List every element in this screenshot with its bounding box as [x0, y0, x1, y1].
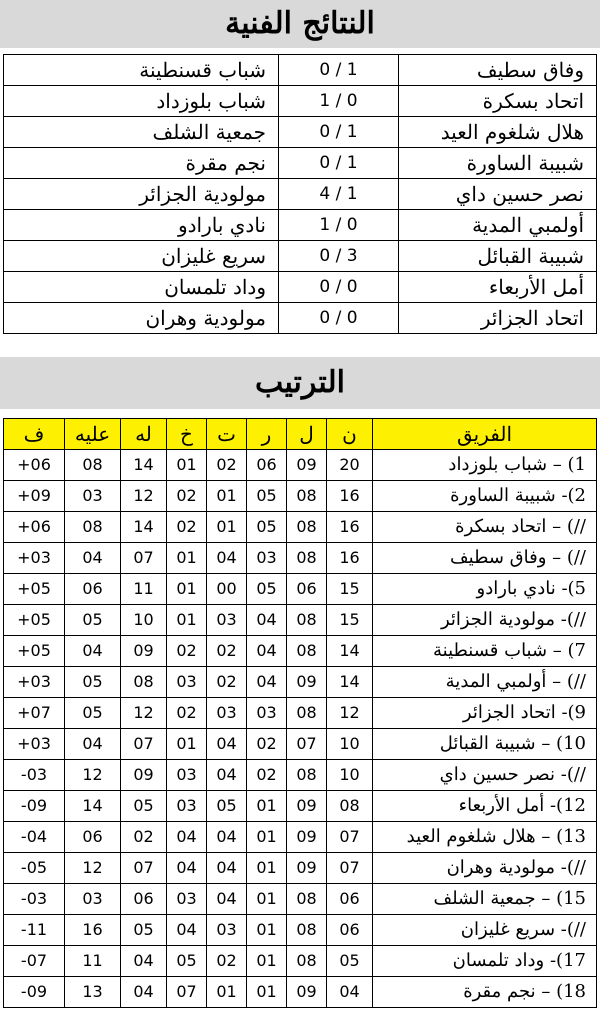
goals-against-cell: 13 [65, 977, 121, 1008]
home-team: أمل الأربعاء [399, 272, 597, 303]
away-team: سريع غليزان [4, 241, 279, 272]
wins-cell: 02 [247, 760, 287, 791]
points-cell: 16 [327, 543, 373, 574]
goals-for-cell: 04 [121, 977, 167, 1008]
standings-row [4, 512, 597, 543]
results-title: النتائج الفنية [0, 0, 600, 48]
score: 3 / 0 [279, 241, 399, 272]
result-row [4, 148, 597, 179]
points-cell: 12 [327, 698, 373, 729]
goal-diff-cell: +09 [4, 481, 65, 512]
goals-against-cell: 11 [65, 946, 121, 977]
goal-diff-cell: -03 [4, 884, 65, 915]
wins-cell: 01 [247, 977, 287, 1008]
goals-against-cell: 04 [65, 729, 121, 760]
points-cell: 04 [327, 977, 373, 1008]
points-cell: 15 [327, 605, 373, 636]
wins-cell: 01 [247, 853, 287, 884]
draws-cell: 05 [207, 791, 247, 822]
wins-cell: 03 [247, 698, 287, 729]
away-team: نادي بارادو [4, 210, 279, 241]
result-row [4, 86, 597, 117]
goals-against-cell: 03 [65, 884, 121, 915]
goals-for-cell: 07 [121, 729, 167, 760]
points-cell: 10 [327, 760, 373, 791]
wins-cell: 04 [247, 605, 287, 636]
played-cell: 09 [287, 450, 327, 481]
team-cell: //)- مولودية وهران [373, 853, 597, 884]
standings-row [4, 760, 597, 791]
goals-against-cell: 06 [65, 574, 121, 605]
losses-cell: 01 [167, 729, 207, 760]
points-cell: 07 [327, 853, 373, 884]
standings-row [4, 884, 597, 915]
score: 0 / 0 [279, 303, 399, 334]
wins-cell: 05 [247, 481, 287, 512]
draws-cell: 04 [207, 884, 247, 915]
wins-cell: 04 [247, 667, 287, 698]
draws-cell: 04 [207, 760, 247, 791]
team-cell: //)- مولودية الجزائر [373, 605, 597, 636]
home-team: هلال شلغوم العيد [399, 117, 597, 148]
goal-diff-cell: +05 [4, 636, 65, 667]
away-team: مولودية الجزائر [4, 179, 279, 210]
points-cell: 07 [327, 822, 373, 853]
draws-cell: 02 [207, 636, 247, 667]
team-header: الفريق [373, 419, 597, 450]
played-cell: 07 [287, 729, 327, 760]
points-cell: 15 [327, 574, 373, 605]
standings-table [3, 418, 597, 1008]
results-table [3, 54, 597, 334]
team-cell: 13) – هلال شلغوم العيد [373, 822, 597, 853]
result-row [4, 210, 597, 241]
played-cell: 09 [287, 822, 327, 853]
goals-for-cell: 08 [121, 667, 167, 698]
goal-diff-cell: -09 [4, 791, 65, 822]
standings-row [4, 729, 597, 760]
goals-against-cell: 12 [65, 760, 121, 791]
points-cell: 16 [327, 481, 373, 512]
played-cell: 08 [287, 698, 327, 729]
standings-row [4, 853, 597, 884]
points-cell: 14 [327, 667, 373, 698]
goals-for-cell: 05 [121, 915, 167, 946]
losses-cell: 03 [167, 791, 207, 822]
played-cell: 08 [287, 946, 327, 977]
score: 1 / 0 [279, 117, 399, 148]
standings-row [4, 543, 597, 574]
draws-cell: 02 [207, 946, 247, 977]
result-row [4, 117, 597, 148]
result-row [4, 272, 597, 303]
goals-against-header: عليه [65, 419, 121, 450]
losses-cell: 02 [167, 636, 207, 667]
losses-cell: 03 [167, 884, 207, 915]
goals-against-cell: 05 [65, 605, 121, 636]
score: 0 / 1 [279, 86, 399, 117]
goals-against-cell: 06 [65, 822, 121, 853]
team-cell: 7) – شباب قسنطينة [373, 636, 597, 667]
losses-cell: 02 [167, 698, 207, 729]
team-cell: 10) – شبيبة القبائل [373, 729, 597, 760]
losses-cell: 02 [167, 481, 207, 512]
played-cell: 09 [287, 791, 327, 822]
result-row [4, 55, 597, 86]
losses-header: خ [167, 419, 207, 450]
score: 1 / 0 [279, 55, 399, 86]
draws-cell: 03 [207, 605, 247, 636]
home-team: اتحاد بسكرة [399, 86, 597, 117]
draws-cell: 01 [207, 481, 247, 512]
goal-diff-cell: +05 [4, 574, 65, 605]
played-cell: 08 [287, 512, 327, 543]
standings-row [4, 698, 597, 729]
played-cell: 08 [287, 760, 327, 791]
goals-against-cell: 14 [65, 791, 121, 822]
losses-cell: 04 [167, 822, 207, 853]
team-cell: //) – وفاق سطيف [373, 543, 597, 574]
score: 1 / 4 [279, 179, 399, 210]
losses-cell: 03 [167, 667, 207, 698]
goal-diff-cell: +03 [4, 543, 65, 574]
wins-cell: 05 [247, 512, 287, 543]
draws-cell: 00 [207, 574, 247, 605]
draws-cell: 03 [207, 915, 247, 946]
goals-for-cell: 06 [121, 884, 167, 915]
away-team: نجم مقرة [4, 148, 279, 179]
points-cell: 20 [327, 450, 373, 481]
draws-cell: 02 [207, 450, 247, 481]
wins-cell: 01 [247, 915, 287, 946]
draws-cell: 04 [207, 729, 247, 760]
away-team: شباب بلوزداد [4, 86, 279, 117]
away-team: مولودية وهران [4, 303, 279, 334]
team-cell: 12)- أمل الأربعاء [373, 791, 597, 822]
losses-cell: 02 [167, 512, 207, 543]
draws-header: ت [207, 419, 247, 450]
wins-cell: 01 [247, 822, 287, 853]
wins-cell: 04 [247, 636, 287, 667]
team-cell: //)- نصر حسين داي [373, 760, 597, 791]
played-cell: 08 [287, 636, 327, 667]
goals-for-cell: 11 [121, 574, 167, 605]
goal-diff-cell: +06 [4, 450, 65, 481]
standings-row [4, 822, 597, 853]
home-team: اتحاد الجزائر [399, 303, 597, 334]
standings-row [4, 977, 597, 1008]
goal-diff-cell: -11 [4, 915, 65, 946]
played-cell: 08 [287, 543, 327, 574]
goals-against-cell: 05 [65, 698, 121, 729]
goal-diff-cell: +06 [4, 512, 65, 543]
played-cell: 08 [287, 605, 327, 636]
wins-cell: 02 [247, 729, 287, 760]
team-cell: 18) – نجم مقرة [373, 977, 597, 1008]
goals-for-cell: 10 [121, 605, 167, 636]
team-cell: 2)- شبيبة الساورة [373, 481, 597, 512]
team-cell: //) – اتحاد بسكرة [373, 512, 597, 543]
wins-cell: 05 [247, 574, 287, 605]
team-cell: 17)- وداد تلمسان [373, 946, 597, 977]
goals-against-cell: 03 [65, 481, 121, 512]
goal-diff-cell: -09 [4, 977, 65, 1008]
standings-row [4, 791, 597, 822]
goals-for-cell: 14 [121, 512, 167, 543]
goals-for-cell: 05 [121, 791, 167, 822]
goals-against-cell: 05 [65, 667, 121, 698]
goal-diff-cell: +03 [4, 667, 65, 698]
wins-cell: 01 [247, 791, 287, 822]
goals-for-cell: 12 [121, 481, 167, 512]
goal-diff-cell: +05 [4, 605, 65, 636]
losses-cell: 05 [167, 946, 207, 977]
points-cell: 16 [327, 512, 373, 543]
goals-against-cell: 08 [65, 512, 121, 543]
wins-cell: 03 [247, 543, 287, 574]
goal-diff-cell: -04 [4, 822, 65, 853]
goals-for-cell: 12 [121, 698, 167, 729]
goal-diff-cell: +03 [4, 729, 65, 760]
losses-cell: 07 [167, 977, 207, 1008]
score: 0 / 0 [279, 272, 399, 303]
standings-row [4, 481, 597, 512]
result-row [4, 179, 597, 210]
goals-against-cell: 04 [65, 636, 121, 667]
goals-against-cell: 04 [65, 543, 121, 574]
standings-header-row [4, 419, 597, 450]
draws-cell: 04 [207, 853, 247, 884]
wins-cell: 01 [247, 946, 287, 977]
wins-header: ر [247, 419, 287, 450]
losses-cell: 01 [167, 605, 207, 636]
played-header: ل [287, 419, 327, 450]
goals-for-cell: 09 [121, 636, 167, 667]
team-cell: 15) – جمعية الشلف [373, 884, 597, 915]
standings-row [4, 636, 597, 667]
played-cell: 09 [287, 977, 327, 1008]
home-team: شبيبة الساورة [399, 148, 597, 179]
standings-row [4, 450, 597, 481]
played-cell: 08 [287, 915, 327, 946]
losses-cell: 03 [167, 760, 207, 791]
losses-cell: 04 [167, 915, 207, 946]
goal-diff-cell: -03 [4, 760, 65, 791]
wins-cell: 01 [247, 884, 287, 915]
points-cell: 08 [327, 791, 373, 822]
points-cell: 10 [327, 729, 373, 760]
standings-row [4, 574, 597, 605]
goals-for-cell: 07 [121, 853, 167, 884]
draws-cell: 03 [207, 698, 247, 729]
away-team: وداد تلمسان [4, 272, 279, 303]
draws-cell: 01 [207, 977, 247, 1008]
goal-diff-header: ف [4, 419, 65, 450]
losses-cell: 01 [167, 574, 207, 605]
score: 1 / 0 [279, 148, 399, 179]
losses-cell: 01 [167, 450, 207, 481]
team-cell: //) – أولمبي المدية [373, 667, 597, 698]
losses-cell: 04 [167, 853, 207, 884]
goals-for-cell: 04 [121, 946, 167, 977]
played-cell: 09 [287, 667, 327, 698]
goals-against-cell: 16 [65, 915, 121, 946]
played-cell: 09 [287, 853, 327, 884]
team-cell: //)- سريع غليزان [373, 915, 597, 946]
home-team: أولمبي المدية [399, 210, 597, 241]
team-cell: 5)- نادي بارادو [373, 574, 597, 605]
goal-diff-cell: -07 [4, 946, 65, 977]
points-cell: 06 [327, 915, 373, 946]
played-cell: 08 [287, 884, 327, 915]
result-row [4, 303, 597, 334]
goals-against-cell: 12 [65, 853, 121, 884]
standings-row [4, 667, 597, 698]
away-team: شباب قسنطينة [4, 55, 279, 86]
standings-title: الترتيب [0, 357, 600, 409]
standings-row [4, 946, 597, 977]
draws-cell: 02 [207, 667, 247, 698]
result-row [4, 241, 597, 272]
goals-for-cell: 07 [121, 543, 167, 574]
points-header: ن [327, 419, 373, 450]
draws-cell: 01 [207, 512, 247, 543]
home-team: وفاق سطيف [399, 55, 597, 86]
draws-cell: 04 [207, 822, 247, 853]
goals-against-cell: 08 [65, 450, 121, 481]
losses-cell: 01 [167, 543, 207, 574]
standings-row [4, 915, 597, 946]
team-cell: 1) – شباب بلوزداد [373, 450, 597, 481]
goals-for-cell: 14 [121, 450, 167, 481]
points-cell: 05 [327, 946, 373, 977]
standings-row [4, 605, 597, 636]
played-cell: 08 [287, 481, 327, 512]
goal-diff-cell: -05 [4, 853, 65, 884]
points-cell: 06 [327, 884, 373, 915]
played-cell: 06 [287, 574, 327, 605]
home-team: شبيبة القبائل [399, 241, 597, 272]
team-cell: 9)- اتحاد الجزائر [373, 698, 597, 729]
goals-for-header: له [121, 419, 167, 450]
score: 0 / 1 [279, 210, 399, 241]
home-team: نصر حسين داي [399, 179, 597, 210]
away-team: جمعية الشلف [4, 117, 279, 148]
goal-diff-cell: +07 [4, 698, 65, 729]
draws-cell: 04 [207, 543, 247, 574]
wins-cell: 06 [247, 450, 287, 481]
goals-for-cell: 02 [121, 822, 167, 853]
goals-for-cell: 09 [121, 760, 167, 791]
points-cell: 14 [327, 636, 373, 667]
